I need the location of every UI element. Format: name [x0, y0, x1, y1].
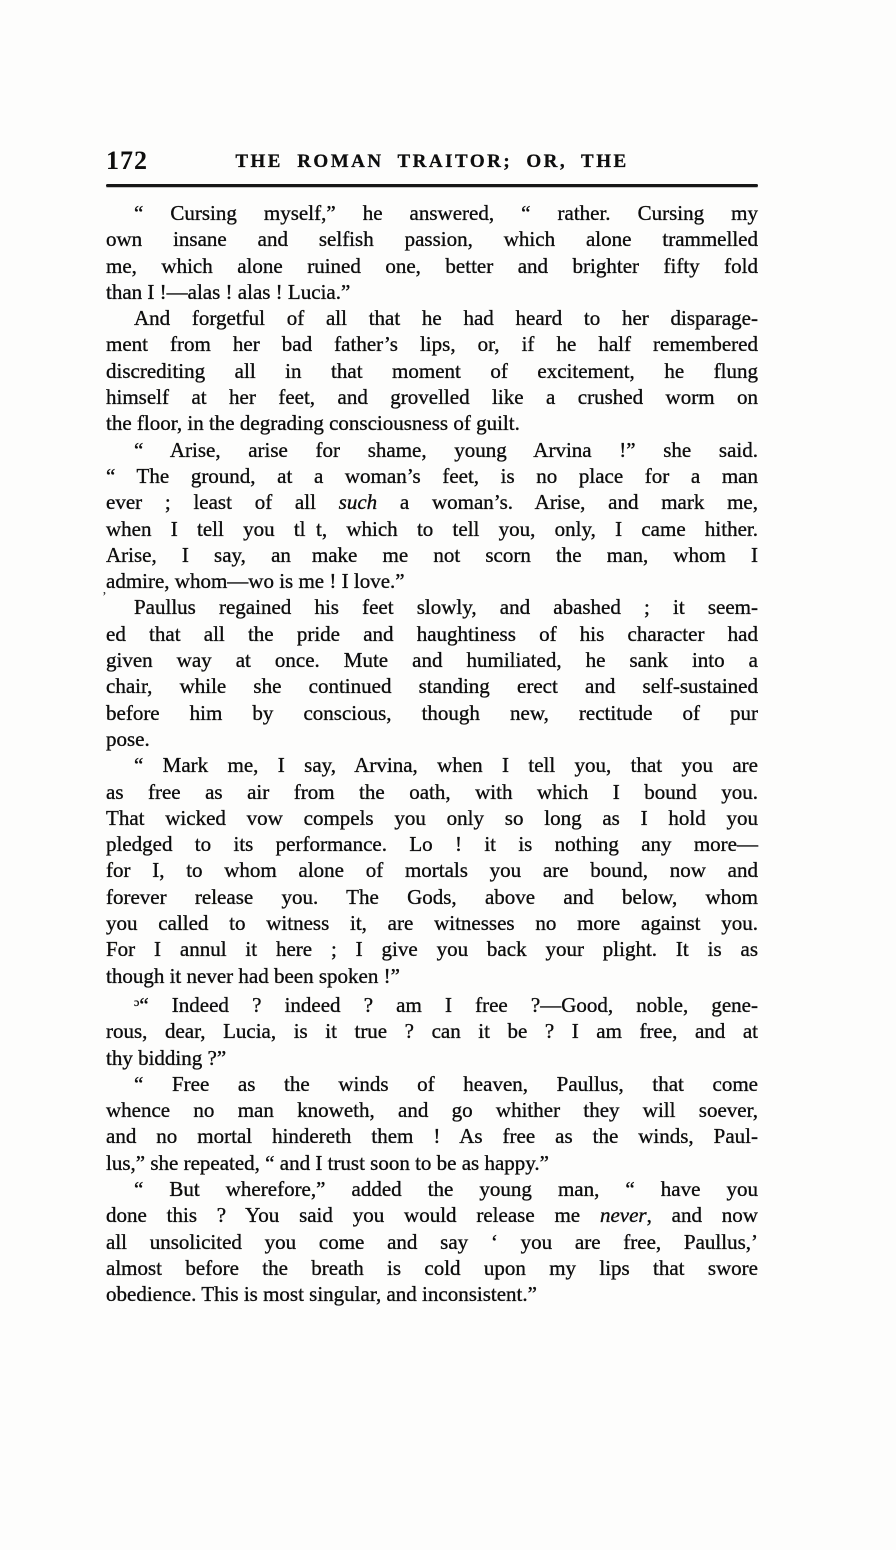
text-line: rous, dear, Lucia, is it true ? can it be ? I am free, and at	[106, 1019, 758, 1044]
text-block	[102, 146, 758, 1307]
text-line: discrediting all in that moment of excitement, he flung	[106, 358, 758, 383]
paragraph	[106, 989, 758, 1071]
text-line: given way at once. Mute and humiliated, he sank into a	[106, 648, 758, 673]
text-line: ed that all the pride and haughtiness of his character had	[106, 621, 758, 646]
text-line: before him by conscious, though new, rectitude of pur	[106, 700, 758, 725]
text-line: as free as air from the oath, with which I bound you.	[106, 779, 758, 804]
paragraph	[106, 752, 758, 989]
text-line: all unsolicited you come and say ‘ you are free, Paullus,’	[106, 1229, 758, 1254]
page-body	[106, 200, 758, 1307]
text-line: Paullus regained his feet slowly, and abashed ; it seem-	[134, 595, 758, 620]
text-line: me, which alone ruined one, better and brighter fifty fold	[106, 253, 758, 278]
text-line: ever ; least of all such a woman’s. Arise, and mark me,	[106, 490, 758, 515]
stray-type-mark: ɔ	[134, 994, 140, 1009]
paragraph	[106, 594, 758, 752]
text-line: and no mortal hindereth them ! As free as the winds, Paul-	[106, 1124, 758, 1149]
text-line: thy bidding ?”	[106, 1045, 227, 1070]
text-line: for I, to whom alone of mortals you are bound, now and	[106, 858, 758, 883]
text-line: chair, while she continued standing erect and self-sustained	[106, 674, 758, 699]
scan-artifact-mark: ’	[102, 590, 107, 605]
text-line: That wicked vow compels you only so long as I hold you	[106, 805, 758, 830]
page-header	[106, 147, 758, 177]
text-line: whence no man knoweth, and go whither they will soever,	[106, 1098, 758, 1123]
text-line: $^ɔ$“ Indeed ? indeed ? am I free ?—Good, noble, gene-	[134, 992, 758, 1017]
text-line: the floor, in the degrading consciousness of guilt.	[106, 411, 520, 436]
text-line: And forgetful of all that he had heard to her disparage-	[134, 306, 758, 331]
text-line: “ Arise, arise for shame, young Arvina !” she said.	[134, 437, 758, 462]
text-line: done this ? You said you would release me never, and now	[106, 1203, 758, 1228]
text-line: lus,” she repeated, “ and I trust soon to be as happy.”	[106, 1150, 549, 1175]
text-line: admire, whom—wo is me ! I love.”	[106, 569, 405, 594]
text-line: pledged to its performance. Lo ! it is nothing any more—	[106, 832, 758, 857]
text-line: “ Cursing myself,” he answered, “ rather. Cursing my	[134, 201, 758, 225]
text-line: “ The ground, at a woman’s feet, is no place for a man	[106, 463, 758, 488]
text-line: obedience. This is most singular, and inconsistent.”	[106, 1282, 537, 1307]
running-title: THE ROMAN TRAITOR; OR, THE	[235, 151, 629, 172]
text-line: you called to witness it, are witnesses no more against you.	[106, 911, 758, 936]
text-line: though it never had been spoken !”	[106, 963, 400, 988]
text-line: “ But wherefore,” added the young man, “ have you	[134, 1176, 758, 1201]
page-number: 172	[106, 146, 148, 175]
text-line: Arise, I say, an make me not scorn the man, whom I	[106, 542, 758, 567]
paragraph	[106, 305, 758, 436]
text-line: pose.	[106, 726, 150, 751]
paragraph	[106, 437, 758, 595]
text-line: himself at her feet, and grovelled like a crushed worm on	[106, 385, 758, 410]
text-line: “ Free as the winds of heaven, Paullus, that come	[134, 1071, 758, 1096]
text-line: forever release you. The Gods, above and below, whom	[106, 884, 758, 909]
text-line: own insane and selfish passion, which alone trammelled	[106, 227, 758, 252]
text-line: For I annul it here ; I give you back your plight. It is as	[106, 937, 758, 962]
text-line: ment from her bad father’s lips, or, if he half remembered	[106, 332, 758, 357]
paragraph	[106, 200, 758, 305]
text-line: when I tell you tl t, which to tell you, only, I came hither.	[106, 516, 758, 541]
header-rule	[106, 184, 758, 187]
paragraph	[106, 1071, 758, 1176]
text-line: than I !—alas ! alas ! Lucia.”	[106, 279, 351, 304]
paragraph	[106, 1176, 758, 1307]
text-line: “ Mark me, I say, Arvina, when I tell you, that you are	[134, 753, 758, 778]
text-line: almost before the breath is cold upon my lips that swore	[106, 1255, 758, 1280]
